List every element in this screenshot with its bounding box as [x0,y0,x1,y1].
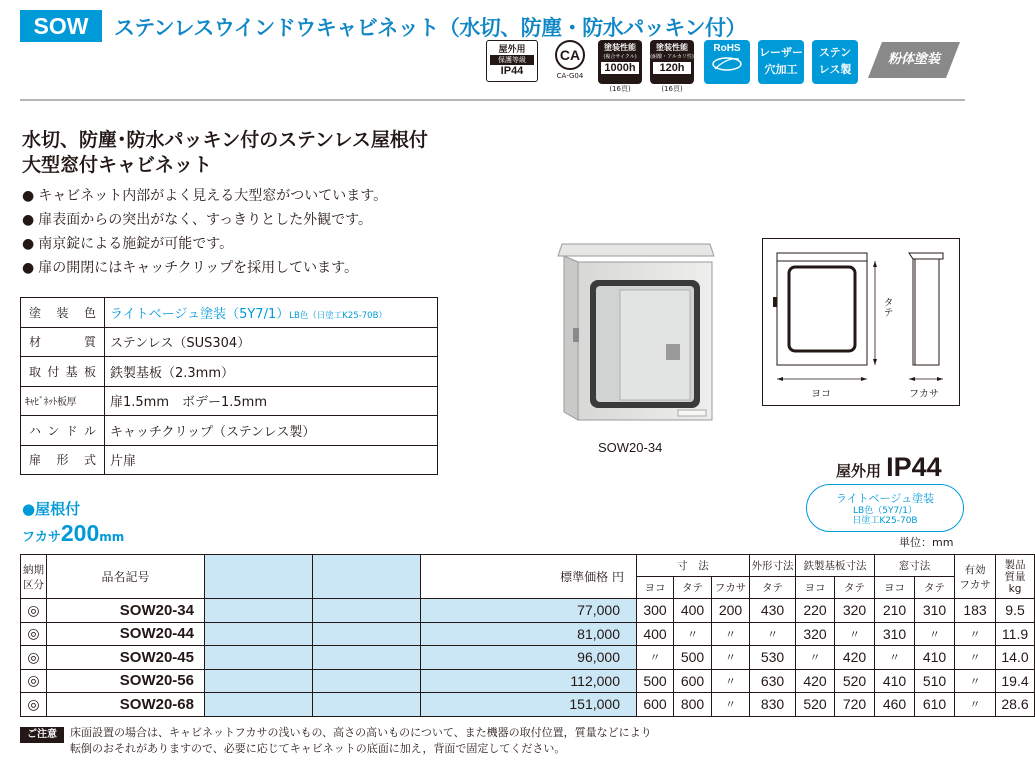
cell-fukasa: 〃 [712,646,750,670]
cell-win-tate: 410 [915,646,955,670]
cell-win-yoko: 460 [875,693,915,717]
spec-row: 材質 ステンレス（SUS304） [21,327,438,357]
powder-coating-badge: 粉体塗装 [868,42,960,78]
cell-win-tate: 310 [915,599,955,623]
color-pill: ライトベージュ塗装 LB色（5Y7/1） 日塗工K25-70B [806,484,964,532]
cell-tate: 600 [674,669,712,693]
cell-price: 112,000 [421,669,637,693]
cell-tate: 400 [674,599,712,623]
cell-plate-tate: 420 [835,646,875,670]
cell-mass: 19.4 [996,669,1035,693]
cell-fukasa: 〃 [712,622,750,646]
blank-cell [313,646,421,670]
cell-plate-tate: 720 [835,693,875,717]
cell-plate-yoko: 220 [796,599,835,623]
cell-mass: 11.9 [996,622,1035,646]
bullet-item: ● 扉表面からの突出がなく、すっきりとした外観です。 [22,208,387,232]
cell-name: SOW20-34 [47,599,205,623]
ca-badge: CA CA-G04 [550,40,590,96]
unit-label: 単位：mm [899,536,954,549]
bullet-item: ● 扉の開閉にはキャッチクリップを採用しています。 [22,256,387,280]
cell-plate-yoko: 〃 [796,646,835,670]
cell-d: ◎ [21,669,47,693]
cell-price: 77,000 [421,599,637,623]
cell-mass: 14.0 [996,646,1035,670]
cell-win-tate: 〃 [915,622,955,646]
cell-plate-tate: 520 [835,669,875,693]
stainless-badge: ステン レス製 [812,40,858,84]
outdoor-badge: 屋外用 保護等級 IP44 [486,40,538,82]
cell-mass: 9.5 [996,599,1035,623]
cell-eff: 183 [955,599,996,623]
table-row [21,599,1035,623]
spec-row: ハンドル キャッチクリップ（ステンレス製） [21,416,438,446]
cell-plate-tate: 320 [835,599,875,623]
blank-cell [313,599,421,623]
spec-row: 取付基板 鉄製基板（2.3mm） [21,357,438,387]
cell-price: 96,000 [421,646,637,670]
blank-cell [313,669,421,693]
cell-eff: 〃 [955,622,996,646]
cell-yoko: 500 [637,669,674,693]
cell-outer-tate: 430 [750,599,796,623]
cell-plate-tate: 〃 [835,622,875,646]
bullet-item: ● 南京錠による施錠が可能です。 [22,232,387,256]
cell-win-yoko: 210 [875,599,915,623]
spec-row: 塗装色 ライトベージュ塗装（5Y7/1）LB色（日塗工K25-70B） [21,298,438,328]
ca-logo-icon: CA [555,40,585,70]
page-title: ステンレスウインドウキャビネット（水切、防塵・防水パッキン付） [114,16,747,40]
series-tag: SOW [20,10,102,42]
yoko-label: ヨコ [811,389,831,400]
blank-cell [205,669,313,693]
blank-cell [205,693,313,717]
caution-note: 床面設置の場合は、キャビネットフカサの浅いもの、高さの高いものについて、また機器の取付位置，質量などにより 転倒のおそれがありますので、必要に応じてキャビネットの底面に加え，背面で固定してください。 [70,726,652,755]
paint-performance-badge-2: 塗装性能 (耐酸・アルカリ性) 120h (16頁) [650,40,694,98]
cell-win-yoko: 〃 [875,646,915,670]
header-divider [20,99,965,101]
fukasa-label: フカサ [909,389,939,400]
table-row [21,669,1035,693]
cell-yoko: 300 [637,599,674,623]
table-row [21,693,1035,717]
bullet-item: ● キャビネット内部がよく見える大型窓がついています。 [22,184,387,208]
cell-fukasa: 〃 [712,669,750,693]
cell-win-tate: 610 [915,693,955,717]
cell-win-yoko: 410 [875,669,915,693]
cell-mass: 28.6 [996,693,1035,717]
cell-name: SOW20-56 [47,669,205,693]
product-photo [550,240,720,440]
ip-rating: 屋外用 IP44 [836,452,942,482]
spec-row: ｷｬﾋﾞﾈｯﾄ板厚 扉1.5mm ボデー1.5mm [21,386,438,416]
cell-tate: 500 [674,646,712,670]
table-row [21,646,1035,670]
cell-price: 81,000 [421,622,637,646]
cell-plate-yoko: 520 [796,693,835,717]
blank-cell [205,646,313,670]
cell-outer-tate: 830 [750,693,796,717]
dimension-drawing [762,238,960,406]
cell-win-tate: 510 [915,669,955,693]
lead-heading: 水切、防塵･防水パッキン付のステンレス屋根付 大型窓付キャビネット [22,129,428,176]
spec-table [20,297,438,475]
cell-d: ◎ [21,693,47,717]
blank-cell [205,622,313,646]
cell-win-yoko: 310 [875,622,915,646]
leaf-icon [711,55,743,73]
product-table: 納期 区分 品名記号 標準価格 円 寸 法 外形寸法 鉄製基板寸法 窓寸法 有効 フカサ 製品 質量 kg ヨコ タテ フカサ タテ ヨコ タテ ヨコ タテ ◎ SOW20-34 77,000 300 400 200 430 220 320 210 310 183 9.5 ◎ SOW20-44 81,000 400 〃 〃 〃 320 〃 310 〃 〃 11.9 ◎ SOW20-45 96,000 〃 500 〃 530 〃 420 〃 410 〃 14.0 ◎ SOW20-56 112,000 500 600 〃 630 420 520 410 510 〃 19.4 ◎ SOW20-68 151,000 600 800 〃 830 520 720 460 610 〃 28.6 [20,554,1035,717]
cell-fukasa: 〃 [712,693,750,717]
caution-tag: ご注意 [20,727,64,743]
cell-fukasa: 200 [712,599,750,623]
section-title: ●屋根付 [22,500,81,518]
cell-outer-tate: 630 [750,669,796,693]
rohs-badge: RoHS [704,40,750,84]
table-row [21,622,1035,646]
cell-name: SOW20-44 [47,622,205,646]
cell-d: ◎ [21,646,47,670]
blank-cell [313,693,421,717]
cell-eff: 〃 [955,693,996,717]
cell-price: 151,000 [421,693,637,717]
cell-yoko: 〃 [637,646,674,670]
feature-bullets [22,184,387,280]
laser-badge: レーザー 穴加工 [758,40,804,84]
blank-cell [313,622,421,646]
cell-plate-yoko: 420 [796,669,835,693]
spec-row: 扉形式 片扉 [21,445,438,475]
cell-name: SOW20-45 [47,646,205,670]
cell-name: SOW20-68 [47,693,205,717]
paint-performance-badge-1: 塗装性能 (複合サイクル) 1000h (16頁) [598,40,642,98]
cell-tate: 〃 [674,622,712,646]
cell-d: ◎ [21,599,47,623]
depth-heading: フカサ200mm [22,520,125,546]
feature-badges [486,40,966,100]
cell-outer-tate: 530 [750,646,796,670]
cell-eff: 〃 [955,646,996,670]
cell-yoko: 400 [637,622,674,646]
photo-caption: SOW20-34 [598,440,663,455]
cell-tate: 800 [674,693,712,717]
blank-cell [205,599,313,623]
cell-d: ◎ [21,622,47,646]
cell-outer-tate: 〃 [750,622,796,646]
tate-label: タテ [881,297,892,317]
cell-plate-yoko: 320 [796,622,835,646]
cell-yoko: 600 [637,693,674,717]
cell-eff: 〃 [955,669,996,693]
